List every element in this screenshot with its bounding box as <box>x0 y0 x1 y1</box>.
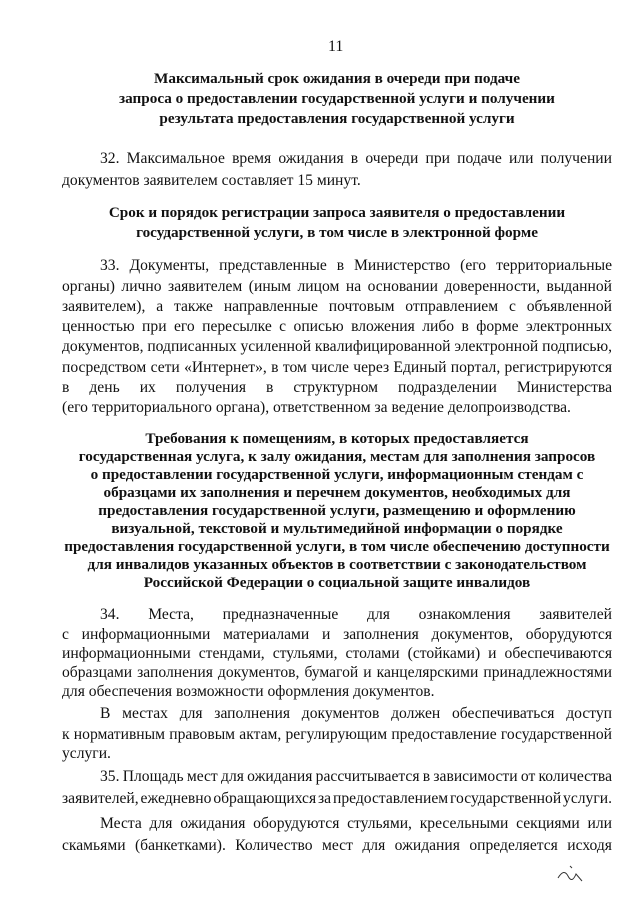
heading-line: предоставления государственной услуги, в том числе обеспечению доступности <box>64 538 610 555</box>
heading-line: для инвалидов указанных объектов в соответствии с законодательством <box>87 556 587 573</box>
paragraph-line: услуги. <box>62 745 111 762</box>
paragraph-line: заявителем), а также направленные почтовым отправлением с объявленной <box>62 298 612 315</box>
heading-line: визуальной, текстовой и мультимедийной информации о порядке <box>111 520 563 537</box>
paragraph-line: к нормативным правовым актам, регулирующим предоставление государственной <box>62 726 612 743</box>
heading-line: запроса о предоставлении государственной услуги и получении <box>119 90 555 107</box>
paragraph-line: Места для ожидания оборудуются стульями, кресельными секциями или <box>100 815 612 832</box>
paragraph-line: заявителей, ежедневно обращающихся за предоставлением государственной услуги. <box>62 790 612 807</box>
paragraph-line: органы) лично заявителем (иным лицом на основании доверенности, выданной <box>62 278 612 295</box>
heading-line: Срок и порядок регистрации запроса заявителя о предоставлении <box>108 204 566 221</box>
heading-line: результата предоставления государственной услуги <box>159 110 515 127</box>
paragraph-line: информационными стендами, стульями, столами (стойками) и обеспечиваются <box>62 645 612 662</box>
heading-line: Требования к помещениям, в которых предоставляется <box>145 430 529 447</box>
page-number: 11 <box>328 38 344 55</box>
paragraph-line: для обеспечения возможности оформления документов. <box>62 683 435 700</box>
paragraph-line: скамьями (банкетками). Количество мест для ожидания определяется исходя <box>62 837 612 854</box>
heading-line: предоставления государственной услуги, размещению и оформлению <box>98 502 576 519</box>
paragraph-line: (его территориального органа), ответственном за ведение делопроизводства. <box>62 399 571 416</box>
heading-line: государственной услуги, в том числе в электронной форме <box>136 224 538 241</box>
heading-line: образцами их заполнения и перечнем документов, необходимых для <box>103 484 571 501</box>
paragraph-line: 35. Площадь мест для ожидания рассчитывается в зависимости от количества <box>100 768 612 785</box>
paragraph-line: с информационными материалами и заполнения документов, оборудуются <box>62 626 612 643</box>
paragraph-line: образцами заполнения документов, бумагой и канцелярскими принадлежностями <box>62 664 612 681</box>
paragraph-line: 32. Максимальное время ожидания в очереди при подаче или получении <box>100 150 612 167</box>
heading-line: государственная услуга, к залу ожидания, местам для заполнения запросов <box>78 448 596 465</box>
paragraph-line: В местах для заполнения документов должен обеспечиваться доступ <box>100 705 612 722</box>
heading-line: о предоставлении государственной услуги, информационным стендам с <box>90 466 584 483</box>
paragraph-line: 34. Места, предназначенные для ознакомления заявителей <box>100 606 612 623</box>
paragraph-line: документов заявителем составляет 15 минут. <box>62 172 361 189</box>
paragraph-line: ценностью при его пересылке с описью вложения либо в форме электронных <box>62 318 612 335</box>
handwritten-mark <box>556 862 586 884</box>
paragraph-line: в день их получения в структурном подразделении Министерства <box>62 379 612 396</box>
heading-line: Российской Федерации о социальной защите инвалидов <box>143 574 531 591</box>
paragraph-line: посредством сети «Интернет», в том числе через Единый портал, регистрируются <box>62 359 612 376</box>
heading-line: Максимальный срок ожидания в очереди при подаче <box>154 70 520 87</box>
paragraph-line: документов, подписанных усиленной квалифицированной электронной подписью, <box>62 338 612 355</box>
paragraph-line: 33. Документы, представленные в Министерство (его территориальные <box>100 257 612 274</box>
